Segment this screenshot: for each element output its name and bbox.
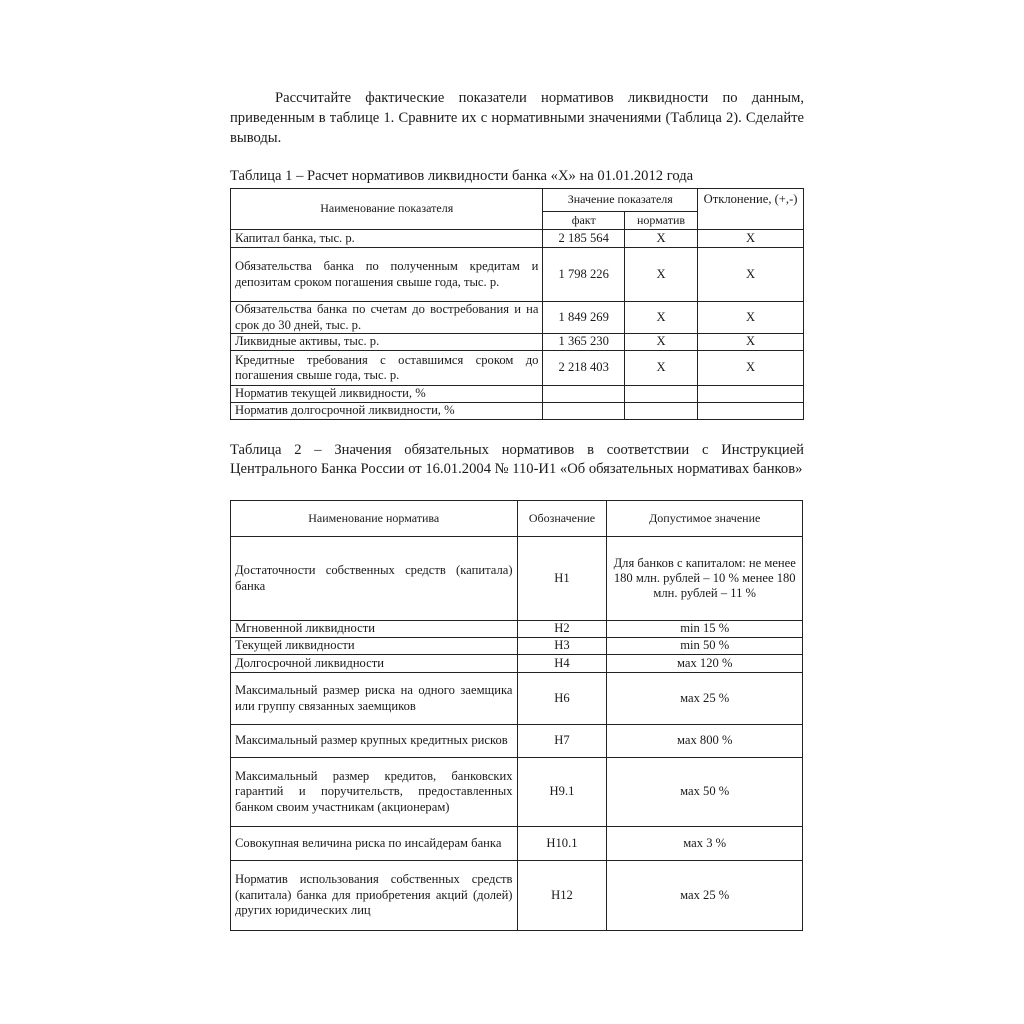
row-code: Н7 xyxy=(517,725,607,758)
row-name: Кредитные требования с оставшимся сроком до погашения свыше года, тыс. р. xyxy=(231,351,543,386)
row-fact: 1 365 230 xyxy=(543,334,625,351)
header-norm: норматив xyxy=(624,212,697,230)
header-norm-name: Наименование норматива xyxy=(231,501,518,537)
row-fact xyxy=(543,386,625,403)
intro-paragraph: Рассчитайте фактические показатели нормативов ликвидности по данным, приведенным в таблице 1. Сравните их с нормативными значениями (Таблица 2). Сделайте выводы. xyxy=(230,90,804,146)
row-value: мах 800 % xyxy=(607,725,803,758)
row-value: мах 3 % xyxy=(607,827,803,861)
row-deviation xyxy=(698,386,804,403)
row-norm xyxy=(624,403,697,420)
row-norm: Х xyxy=(624,302,697,334)
row-code: Н2 xyxy=(517,621,607,638)
row-name: Текущей ликвидности xyxy=(231,638,518,655)
row-code: Н12 xyxy=(517,861,607,931)
table-row xyxy=(231,673,803,725)
header-deviation: Отклонение, (+,-) xyxy=(698,189,804,230)
row-deviation: Х xyxy=(698,302,804,334)
table-row xyxy=(231,403,804,420)
row-fact xyxy=(543,403,625,420)
row-value: мах 25 % xyxy=(607,673,803,725)
row-norm: Х xyxy=(624,351,697,386)
intro-paragraph-block xyxy=(230,88,804,148)
table1-caption: Таблица 1 – Расчет нормативов ликвидности банка «Х» на 01.01.2012 года xyxy=(230,168,694,184)
table-row xyxy=(231,725,803,758)
row-name: Совокупная величина риска по инсайдерам банка xyxy=(231,827,518,861)
row-code: Н3 xyxy=(517,638,607,655)
row-name: Максимальный размер кредитов, банковских гарантий и поручительств, предоставленных банком своим участникам (акционерам) xyxy=(231,758,518,827)
liquidity-calculation-table xyxy=(230,188,804,420)
row-deviation: Х xyxy=(698,334,804,351)
row-name: Обязательства банка по полученным кредитам и депозитам сроком погашения свыше года, тыс. р. xyxy=(231,248,543,302)
table-row xyxy=(231,537,803,621)
table-row xyxy=(231,351,804,386)
header-code: Обозначение xyxy=(517,501,607,537)
row-name: Мгновенной ликвидности xyxy=(231,621,518,638)
table2-caption: Таблица 2 – Значения обязательных нормативов в соответствии с Инструкцией Центрального Банка России от 16.01.2004 № 110-И1 «Об обязательных нормативах банков» xyxy=(230,442,804,477)
row-code: Н10.1 xyxy=(517,827,607,861)
table-row xyxy=(231,655,803,673)
row-name: Капитал банка, тыс. р. xyxy=(231,230,543,248)
row-name: Максимальный размер крупных кредитных рисков xyxy=(231,725,518,758)
row-code: Н1 xyxy=(517,537,607,621)
row-value: мах 120 % xyxy=(607,655,803,673)
row-value: мах 50 % xyxy=(607,758,803,827)
table-row xyxy=(231,638,803,655)
header-allowed-value: Допустимое значение xyxy=(607,501,803,537)
table-row xyxy=(231,248,804,302)
table-row xyxy=(231,386,804,403)
row-deviation: Х xyxy=(698,248,804,302)
row-name: Долгосрочной ликвидности xyxy=(231,655,518,673)
row-code: Н6 xyxy=(517,673,607,725)
row-value: min 15 % xyxy=(607,621,803,638)
row-name: Обязательства банка по счетам до востребования и на срок до 30 дней, тыс. р. xyxy=(231,302,543,334)
row-deviation xyxy=(698,403,804,420)
row-code: Н4 xyxy=(517,655,607,673)
row-name: Норматив текущей ликвидности, % xyxy=(231,386,543,403)
row-value: min 50 % xyxy=(607,638,803,655)
row-deviation: Х xyxy=(698,230,804,248)
row-name: Достаточности собственных средств (капитала) банка xyxy=(231,537,518,621)
header-value-group: Значение показателя xyxy=(543,189,698,212)
row-name: Норматив использования собственных средств (капитала) банка для приобретения акций (долей) других юридических лиц xyxy=(231,861,518,931)
row-name: Максимальный размер риска на одного заемщика или группу связанных заемщиков xyxy=(231,673,518,725)
header-indicator-name: Наименование показателя xyxy=(231,189,543,230)
row-deviation: Х xyxy=(698,351,804,386)
row-fact: 1 798 226 xyxy=(543,248,625,302)
mandatory-norms-table xyxy=(230,500,803,931)
row-fact: 1 849 269 xyxy=(543,302,625,334)
row-norm: Х xyxy=(624,334,697,351)
row-value: Для банков с капиталом: не менее 180 млн. рублей – 10 % менее 180 млн. рублей – 11 % xyxy=(607,537,803,621)
header-fact: факт xyxy=(543,212,625,230)
table-row xyxy=(231,758,803,827)
table-row xyxy=(231,621,803,638)
row-norm xyxy=(624,386,697,403)
row-name: Норматив долгосрочной ликвидности, % xyxy=(231,403,543,420)
table-row xyxy=(231,861,803,931)
row-norm: Х xyxy=(624,248,697,302)
row-fact: 2 185 564 xyxy=(543,230,625,248)
row-value: мах 25 % xyxy=(607,861,803,931)
row-code: Н9.1 xyxy=(517,758,607,827)
row-name: Ликвидные активы, тыс. р. xyxy=(231,334,543,351)
table-row xyxy=(231,827,803,861)
row-norm: Х xyxy=(624,230,697,248)
table-row xyxy=(231,230,804,248)
table-row xyxy=(231,302,804,334)
row-fact: 2 218 403 xyxy=(543,351,625,386)
table-row xyxy=(231,334,804,351)
